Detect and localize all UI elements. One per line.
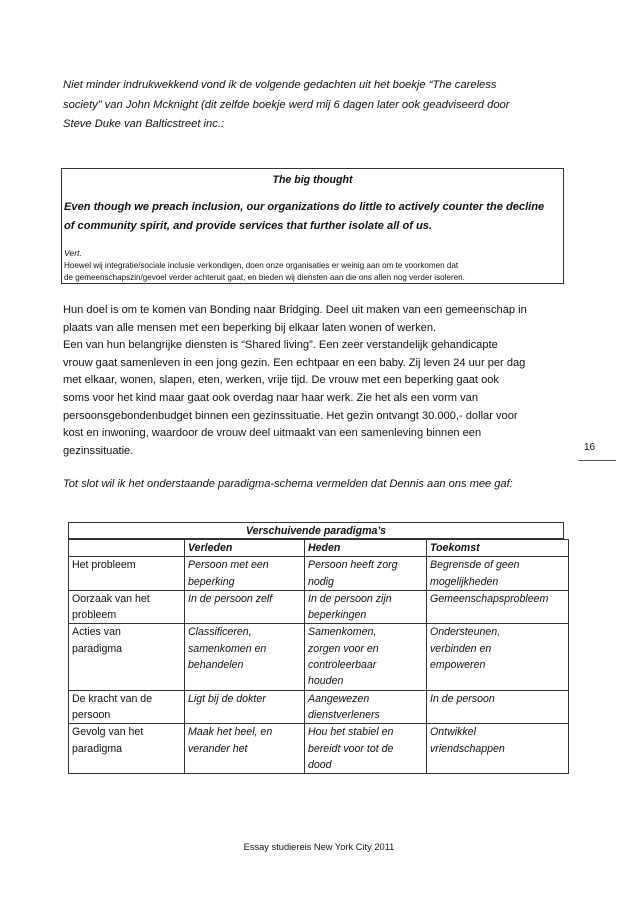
cell-line: beperkingen [308,609,367,622]
translation-label: Vert. [64,248,82,258]
column-header-verleden: Verleden [185,540,305,557]
cell-line: bereidt voor tot de [308,742,394,755]
big-thought-quote [64,198,562,236]
table-row [69,690,569,724]
body-line: vrouw gaat samenleven in een jong gezin. Een echtpaar en een baby. Zij leven 24 uur per dag [63,356,526,369]
heden-cell [305,557,427,591]
closing-sentence: Tot slot wil ik het onderstaande paradigma-schema vermelden dat Dennis aan ons mee gaf: [63,478,513,490]
cell-line: Ondersteunen, [430,626,501,639]
body-line: persoonsgebondenbudget binnen een gezinssituatie. Het gezin ontvangt 30.000,- dollar voor [63,409,518,422]
cell-line: Persoon heeft zorg [308,559,398,572]
cell-line: behandelen [188,659,244,672]
cell-line: beperking [188,575,235,588]
cell-line: In de persoon zelf [188,592,273,605]
translation-line: de gemeenschapszin/gevoel verder achteruit gaat, en bieden wij diensten aan die ons allen nog verder isoleren. [64,273,465,283]
toekomst-cell [427,724,569,774]
paradigm-table-body [69,557,569,774]
cell-line: Begrensde of geen [430,559,520,572]
cell-line: controleerbaar [308,659,377,672]
cell-line: Classificeren, [188,626,252,639]
column-header-heden: Heden [305,540,427,557]
row-label-cell [69,624,185,690]
intro-line: Steve Duke van Balticstreet inc.: [63,118,225,130]
body-line: gezinssituatie. [63,444,134,457]
cell-line: Oorzaak van het [72,592,150,605]
cell-line: nodig [308,575,334,588]
table-row [69,557,569,591]
column-header-empty [69,540,185,557]
heden-cell [305,624,427,690]
heden-cell [305,590,427,624]
body-line: plaats van alle mensen met een beperking bij elkaar laten wonen of werken. [63,321,437,334]
row-label-cell [69,557,185,591]
cell-line: In de persoon zijn [308,592,392,605]
cell-line: Acties van [72,626,121,639]
table-row [69,590,569,624]
verleden-cell [185,690,305,724]
page-number-rule [578,460,616,461]
body-line: soms voor het kind maar gaat ook overdag naar haar werk. Zie het als een vorm van [63,391,478,404]
cell-line: Aangewezen [308,692,370,705]
translation-text [64,260,562,285]
cell-line: Gemeenschapsprobleem [430,592,549,605]
body-paragraph [63,302,565,460]
page-footer: Essay studiereis New York City 2011 [243,842,395,852]
cell-line: Ontwikkel [430,726,476,739]
cell-line: mogelijkheden [430,575,499,588]
row-label-cell [69,590,185,624]
row-label-cell [69,724,185,774]
cell-line: paradigma [72,642,123,655]
cell-line: Samenkomen, [308,626,377,639]
verleden-cell [185,590,305,624]
cell-line: De kracht van de [72,692,153,705]
page-number: 16 [584,442,596,453]
paradigm-table-title-row [68,522,564,539]
heden-cell [305,724,427,774]
paradigm-table [68,539,569,774]
paradigm-table-title: Verschuivende paradigma’s [245,525,387,537]
cell-line: Gevolg van het [72,726,144,739]
cell-line: samenkomen en [188,642,267,655]
row-label-cell [69,690,185,724]
verleden-cell [185,624,305,690]
translation-line: Hoewel wij integratie/sociale inclusie verkondigen, doen onze organisaties er weinig aan om te voorkomen dat [64,261,459,270]
toekomst-cell [427,624,569,690]
cell-line: empoweren [430,659,486,672]
toekomst-cell [427,690,569,724]
cell-line: Maak het heel, en [188,726,273,739]
cell-line: Ligt bij de dokter [188,692,266,705]
intro-paragraph [63,76,563,135]
table-row [69,624,569,690]
cell-line: dood [308,758,332,771]
heden-cell [305,690,427,724]
toekomst-cell [427,590,569,624]
cell-line: Persoon met een [188,559,269,572]
intro-line: society” van John Mcknight (dit zelfde boekje werd mij 6 dagen later ook geadviseerd door [63,98,510,111]
toekomst-cell [427,557,569,591]
verleden-cell [185,557,305,591]
quote-line: Even though we preach inclusion, our organizations do little to actively counter the decline [64,201,545,213]
body-line: kost en inwoning, waardoor de vrouw deel uitmaakt van een samenleving binnen een [63,427,482,440]
cell-line: Hou het stabiel en [308,726,394,739]
cell-line: vriendschappen [430,742,505,755]
big-thought-title: The big thought [272,174,353,186]
cell-line: Het probleem [72,559,136,572]
quote-line: of community spirit, and provide services that further isolate all of us. [64,220,433,232]
cell-line: dienstverleners [308,708,380,721]
cell-line: persoon [72,708,111,721]
column-header-toekomst: Toekomst [427,540,569,557]
cell-line: verbinden en [430,642,492,655]
cell-line: zorgen voor en [308,642,379,655]
cell-line: houden [308,675,344,688]
table-row [69,724,569,774]
body-line: Hun doel is om te komen van Bonding naar Bridging. Deel uit maken van een gemeenschap in [63,304,527,316]
cell-line: probleem [72,609,117,622]
cell-line: paradigma [72,742,123,755]
cell-line: In de persoon [430,692,495,705]
body-line: Een van hun belangrijke diensten is “Shared living”. Een zeer verstandelijk gehandicapte [63,339,498,352]
body-line: met elkaar, wonen, slapen, eten, werken, vrije tijd. De vrouw met een beperking gaat ook [63,374,499,387]
verleden-cell [185,724,305,774]
big-thought-box [61,168,564,284]
table-header-row [69,540,569,557]
intro-line: Niet minder indrukwekkend vond ik de volgende gedachten uit het boekje “The careless [63,79,497,91]
cell-line: verander het [188,742,248,755]
